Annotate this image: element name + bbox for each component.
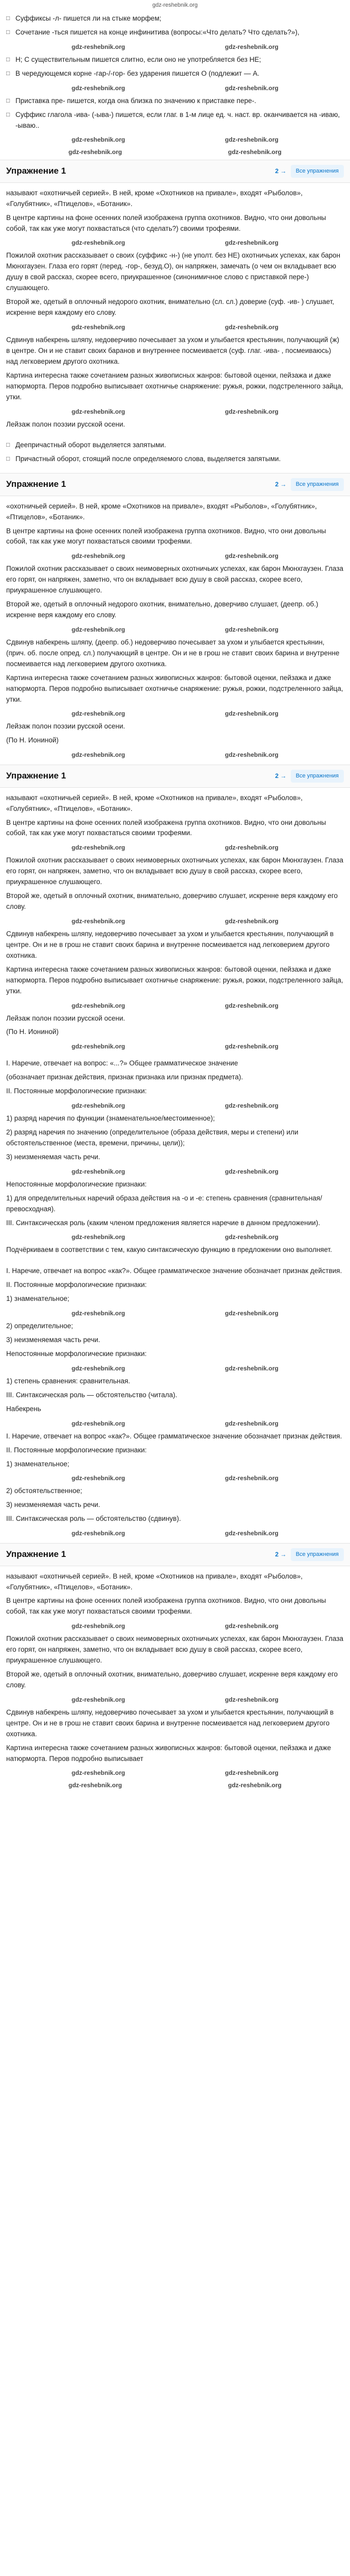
paragraph: Картина интересна также сочетанием разных живописных жанров: бытовой оценки, пейзажа и даже натюрморта. Перов подробно выписывает охотничье снаряжение: ружья, рожки, подстреленного зайца, утки. — [6, 371, 343, 401]
exercise-header — [0, 160, 350, 182]
exercise-header — [0, 473, 350, 496]
exercise-title: Упражнение 1 — [6, 771, 66, 781]
watermark-row — [6, 1166, 344, 1176]
paragraph: III. Синтаксическая роль — обстоятельство (читала). — [6, 1391, 178, 1399]
exercise-header — [0, 765, 350, 787]
paragraph: Набекрень — [6, 1404, 41, 1413]
paragraph: II. Постоянные морфологические признаки: — [6, 1087, 147, 1095]
paragraph: (обозначает признак действия, признак признака или признак предмета). — [6, 1073, 243, 1081]
paragraph: (По Н. Иониной) — [6, 1028, 59, 1036]
watermark: gdz-reshebnik.org — [224, 1769, 278, 1777]
rules-list-1 — [0, 8, 350, 146]
paragraph: называют «охотничьей серией». В ней, кроме «Охотников на привале», входят «Рыболов», «Голубятник», «Птицелов», «Ботаник». — [6, 189, 303, 208]
text-block-2 — [0, 183, 350, 435]
watermark-row — [6, 1472, 344, 1483]
watermark-row — [6, 1418, 344, 1428]
watermark: gdz-reshebnik.org — [71, 1769, 125, 1777]
watermark-row — [6, 1694, 344, 1704]
rule-item: □ Деепричастный оборот выделяется запятыми. — [6, 440, 344, 451]
watermark: gdz-reshebnik.org — [71, 751, 125, 759]
paragraph: 1) знаменательное; — [6, 1295, 69, 1303]
paragraph: Лейзаж полон поэзии русской осени. — [6, 722, 126, 731]
watermark: gdz-reshebnik.org — [224, 1233, 278, 1241]
watermark: gdz-reshebnik.org — [224, 84, 278, 92]
watermark: gdz-reshebnik.org — [71, 1002, 125, 1009]
watermark-row — [6, 1231, 344, 1242]
watermark-row — [6, 708, 344, 718]
paragraph: Картина интересна также сочетанием разных живописных жанров: бытовой оценки, пейзажа и даже натюрморта. Перов подробно выписывает охотничье снаряжение: ружья, рожки, подстреленного зайца, утки. — [6, 673, 343, 703]
exercise-title: Упражнение 1 — [6, 1549, 66, 1560]
watermark-row — [6, 1100, 344, 1110]
watermark: gdz-reshebnik.org — [224, 1364, 278, 1372]
paragraph: Второй же, одетый в оплочный недорого охотник, внимательно (сл. сл.) доверие (суф. -ив- ) слушает, искренне веря каждому его слову. — [6, 298, 335, 317]
watermark: gdz-reshebnik.org — [71, 1419, 125, 1427]
watermark: gdz-reshebnik.org — [68, 1782, 122, 1789]
paragraph: Второй же, одетый в оплочный недорого охотник, внимательно, доверчиво слушает, (деепр. об.) искренне веря каждому его слову. — [6, 600, 319, 619]
paragraph: 1) разряд наречия по функции (знаменательное/местоименное); — [6, 1114, 215, 1123]
watermark: gdz-reshebnik.org — [224, 1310, 278, 1317]
rule-item: □ Причастный оборот, стоящий после определяемого слова, выделяется запятыми. — [6, 454, 344, 465]
watermark: gdz-reshebnik.org — [224, 1419, 278, 1427]
watermark: gdz-reshebnik.org — [71, 1102, 125, 1110]
watermark-row — [6, 134, 344, 144]
text-block-4 — [0, 496, 350, 762]
watermark-row — [6, 624, 344, 634]
watermark: gdz-reshebnik.org — [71, 1364, 125, 1372]
paragraph: 2) обстоятельственное; — [6, 1487, 82, 1495]
watermark: gdz-reshebnik.org — [71, 1696, 125, 1703]
watermark: gdz-reshebnik.org — [224, 844, 278, 852]
paragraph: Картина интересна также сочетанием разных живописных жанров: бытовой оценки, пейзажа и даже натюрморта. Перов подробно выписывает — [6, 1743, 331, 1762]
paragraph: Сдвинув набекрень шляпу, недоверчиво почесывает за ухом и улыбается крестьянин, получающий (ж) в центре. Он и не ставит своих баранов и внутреннее посмеивается (суф. глаг. -ива- , посмеиваюсь) над легковерием другого охотника. — [6, 336, 340, 365]
watermark: gdz-reshebnik.org — [224, 1167, 278, 1175]
paragraph: Лейзаж полон поэзии русской осени. — [6, 1014, 126, 1022]
watermark: gdz-reshebnik.org — [68, 148, 122, 156]
morph-analysis-example — [0, 1261, 350, 1540]
watermark-row — [0, 1780, 350, 1790]
paragraph: Пожилой охотник рассказывает о своих (суффикс -н-) (не уполт. без НЕ) охотничьих успехах, как барон Мюнхгаузен. Глаза его горят (перед. -гор-, безуд.О), он напряжен, замечать (о чем он вкладывает всю душу в свой рассказ, скорее всего, приукрашенное (синонимичное слово с приставкой пере-) слушающего. — [6, 251, 341, 292]
watermark: gdz-reshebnik.org — [224, 408, 278, 415]
watermark: gdz-reshebnik.org — [71, 239, 125, 247]
paragraph: I. Наречие, отвечает на вопрос «как?». Общее грамматическое значение обозначает признак действия. — [6, 1267, 342, 1275]
rule-item: □ Н; С существительным пишется слитно, если оно не употребляется без НЕ; — [6, 55, 344, 65]
paragraph: Сдвинув набекрень шляпу, (деепр. об.) недоверчиво почесывает за ухом и улыбается крестьянин, (прич. об. после опред. сл.) получающий в центре. Он и не в грош не ставит своих барина и внутренне посмеивается над легковерием другого охотника. — [6, 638, 340, 668]
rules-list-3 — [0, 435, 350, 470]
watermark: gdz-reshebnik.org — [224, 1002, 278, 1009]
paragraph: В центре картины на фоне осенних полей изображена группа охотников. Видно, что они довольны собой, так как уже могут похвастаться (что сделать?) своими трофеями. — [6, 213, 326, 232]
watermark: gdz-reshebnik.org — [71, 1475, 125, 1482]
watermark-row — [6, 1767, 344, 1777]
morph-analysis-scheme — [0, 1053, 350, 1261]
watermark: gdz-reshebnik.org — [224, 710, 278, 718]
watermark: gdz-reshebnik.org — [71, 1233, 125, 1241]
paragraph: Лейзаж полон поэзии русской осени. — [6, 420, 126, 428]
watermark: gdz-reshebnik.org — [71, 136, 125, 144]
paragraph: Непостоянные морфологические признаки: — [6, 1350, 147, 1358]
watermark: gdz-reshebnik.org — [224, 1102, 278, 1110]
watermark-row — [6, 550, 344, 561]
watermark: gdz-reshebnik.org — [71, 1622, 125, 1630]
watermark-row — [6, 1363, 344, 1373]
paragraph: Пожилой охотник рассказывает о своих неимоверных охотничьих успехах, как барон Мюнхгаузен. Глаза его горят, он напряжен, заметно, что он вкладывает всю душу в свой рассказ, скорее всего, приукрашенное слушающего. — [6, 1635, 344, 1665]
watermark-row — [6, 321, 344, 332]
next-exercise-arrow-icon[interactable]: 2 → — [275, 167, 287, 175]
paragraph: I. Наречие, отвечает на вопрос «как?». Общее грамматическое значение обозначает признак действия. — [6, 1432, 342, 1440]
paragraph: 2) разряд наречия по значению (определительное (образа действия, меры и степени) или обстоятельственное (места, времени, причины, цели)); — [6, 1128, 299, 1147]
watermark-row — [6, 749, 344, 759]
paragraph: Пожилой охотник рассказывает о своих неимоверных охотничьих успехах, как барон Мюнхгаузен. Глаза его горят, он напряжен, заметно, что он вкладывает всю душу в свой рассказ, скорее всего, приукрашенное слушающего. — [6, 856, 344, 886]
watermark: gdz-reshebnik.org — [71, 710, 125, 718]
rule-item: □ Суффикс глагола -ива- (-ыва-) пишется, если глаг. в 1-м лице ед. ч. наст. вр. оканчивается на -иваю, -ываю.. — [6, 110, 344, 131]
watermark-row — [6, 1528, 344, 1538]
watermark: gdz-reshebnik.org — [224, 1622, 278, 1630]
all-exercises-button[interactable]: Все упражнения — [291, 165, 344, 178]
rule-item: □ Суффиксы -л- пишется ли на стыке морфем; — [6, 13, 344, 24]
watermark: gdz-reshebnik.org — [71, 844, 125, 852]
paragraph: Сдвинув набекрень шляпу, недоверчиво почесывает за ухом и улыбается крестьянин, получающий в центре. Он и не в грош не ставит своих барина и внутренне посмеивается над легковерием другого охотника. — [6, 929, 334, 959]
watermark: gdz-reshebnik.org — [224, 1475, 278, 1482]
paragraph: 3) неизменяемая часть речи. — [6, 1153, 100, 1161]
watermark-row — [6, 1308, 344, 1318]
watermark: gdz-reshebnik.org — [224, 625, 278, 633]
watermark: gdz-reshebnik.org — [224, 751, 278, 759]
paragraph: III. Синтаксическая роль — обстоятельство (сдвинув). — [6, 1515, 181, 1523]
watermark-row — [6, 916, 344, 926]
watermark: gdz-reshebnik.org — [71, 1530, 125, 1537]
watermark: gdz-reshebnik.org — [224, 43, 278, 50]
watermark: gdz-reshebnik.org — [224, 324, 278, 331]
paragraph: 1) степень сравнения: сравнительная. — [6, 1377, 130, 1385]
exercise-title: Упражнение 1 — [6, 479, 66, 489]
site-domain[interactable]: gdz-reshebnik.org — [152, 2, 198, 8]
next-exercise-arrow-icon[interactable]: 2 → — [275, 772, 287, 780]
paragraph: В центре картины на фоне осенних полей изображена группа охотников. Видно, что они довольны собой, так как уже могут похвастаться своими трофеями. — [6, 527, 326, 546]
paragraph: 1) знаменательное; — [6, 1460, 69, 1468]
watermark: gdz-reshebnik.org — [224, 917, 278, 925]
paragraph: называют «охотничьей серией». В ней, кроме «Охотников на привале», входят «Рыболов», «Голубятник», «Птицелов», «Ботаник». — [6, 793, 303, 812]
text-block-5 — [0, 788, 350, 1054]
paragraph: Картина интересна также сочетанием разных живописных жанров: бытовой оценки, пейзажа и даже натюрморта. Перов подробно выписывает охотничье снаряжение: ружья, рожки, подстреленного зайца, утки. — [6, 965, 343, 995]
paragraph: Пожилой охотник рассказывает о своих неимоверных охотничьих успехах, как барон Мюнхгаузен. Глаза его горят, он напряжен, заметно, что он вкладывает всю душу в свой рассказ, скорее всего, приукрашенное слушающего. — [6, 565, 344, 595]
watermark: gdz-reshebnik.org — [224, 1696, 278, 1703]
paragraph: Второй же, одетый в оплочный охотник, внимательно, доверчиво слушает, искренне веря каждому его слову. — [6, 892, 338, 911]
next-exercise-arrow-icon[interactable]: 2 → — [275, 1551, 287, 1558]
paragraph: Второй же, одетый в оплочный охотник, внимательно, доверчиво слушает, искренне веря каждому его слову. — [6, 1670, 338, 1689]
paragraph: В центре картины на фоне осенних полей изображена группа охотников. Видно, что они довольны собой, так как уже могут похвастаться своими трофеями. — [6, 1597, 326, 1616]
watermark-row — [6, 1041, 344, 1051]
all-exercises-button[interactable]: Все упражнения — [291, 770, 344, 783]
watermark: gdz-reshebnik.org — [224, 239, 278, 247]
watermark-row — [6, 1000, 344, 1010]
rule-item: □ В чередующемся корне -гар-/-гор- без ударения пишется О (подлежит — А. — [6, 69, 344, 79]
watermark: gdz-reshebnik.org — [224, 1043, 278, 1050]
paragraph: 2) определительное; — [6, 1322, 73, 1330]
watermark: gdz-reshebnik.org — [224, 1530, 278, 1537]
paragraph: II. Постоянные морфологические признаки: — [6, 1446, 147, 1454]
watermark-row — [6, 406, 344, 416]
paragraph: 1) для определительных наречий образа действия на -о и -е: степень сравнения (сравнительная/превосходная). — [6, 1194, 322, 1213]
watermark: gdz-reshebnik.org — [71, 552, 125, 560]
exercise-title: Упражнение 1 — [6, 166, 66, 176]
next-exercise-arrow-icon[interactable]: 2 → — [275, 481, 287, 488]
watermark-row — [6, 237, 344, 247]
watermark: gdz-reshebnik.org — [71, 1167, 125, 1175]
paragraph: (По Н. Иониной) — [6, 736, 59, 744]
paragraph: «охотничьей серией». В ней, кроме «Охотников на привале», входят «Рыболов», «Голубятник», «Птицелов», «Ботаник». — [6, 502, 317, 521]
paragraph: Сдвинув набекрень шляпу, недоверчиво почесывает за ухом и улыбается крестьянин, получающий в центре. Он и не в грош не ставит своих барина и внутренне посмеивается над легковерием другого охотника. — [6, 1708, 334, 1738]
paragraph: 3) неизменяемая часть речи. — [6, 1336, 100, 1344]
paragraph: Подчёркиваем в соответствии с тем, какую синтаксическую функцию в предложении оно выполняет. — [6, 1246, 332, 1254]
watermark-row — [6, 842, 344, 852]
watermark: gdz-reshebnik.org — [224, 136, 278, 144]
watermark: gdz-reshebnik.org — [71, 1310, 125, 1317]
watermark-row — [6, 1620, 344, 1631]
paragraph: В центре картины на фоне осенних полей изображена группа охотников. Видно, что они довольны собой, так как уже могут похвастаться своими трофеями. — [6, 818, 326, 837]
all-exercises-button[interactable]: Все упражнения — [291, 1548, 344, 1561]
paragraph: 3) неизменяемая часть речи. — [6, 1501, 100, 1509]
watermark: gdz-reshebnik.org — [71, 324, 125, 331]
watermark: gdz-reshebnik.org — [71, 625, 125, 633]
watermark-row — [0, 146, 350, 157]
watermark: gdz-reshebnik.org — [227, 1782, 282, 1789]
paragraph: II. Постоянные морфологические признаки: — [6, 1281, 147, 1289]
watermark: gdz-reshebnik.org — [71, 84, 125, 92]
watermark: gdz-reshebnik.org — [71, 917, 125, 925]
watermark: gdz-reshebnik.org — [224, 552, 278, 560]
watermark: gdz-reshebnik.org — [227, 148, 282, 156]
paragraph: Непостоянные морфологические признаки: — [6, 1180, 147, 1188]
watermark-row — [6, 41, 344, 52]
all-exercises-button[interactable]: Все упражнения — [291, 478, 344, 491]
watermark: gdz-reshebnik.org — [71, 43, 125, 50]
watermark: gdz-reshebnik.org — [71, 408, 125, 415]
exercise-header — [0, 1543, 350, 1566]
watermark: gdz-reshebnik.org — [71, 1043, 125, 1050]
paragraph: I. Наречие, отвечает на вопрос: «...?» Общее грамматическое значение — [6, 1059, 238, 1067]
paragraph: III. Синтаксическая роль (каким членом предложения является наречие в данном предложении). — [6, 1218, 320, 1227]
paragraph: называют «охотничьей серией». В ней, кроме «Охотников на привале», входят «Рыболов», «Голубятник», «Птицелов», «Ботаник». — [6, 1572, 303, 1591]
text-block-6 — [0, 1566, 350, 1780]
watermark-row — [6, 82, 344, 93]
rule-item: □ Приставка пре- пишется, когда она близка по значению к приставке пере-. — [6, 96, 344, 107]
rule-item: □ Сочетание -ться пишется на конце инфинитива (вопросы:«Что делать? Что сделать?»), — [6, 27, 344, 38]
